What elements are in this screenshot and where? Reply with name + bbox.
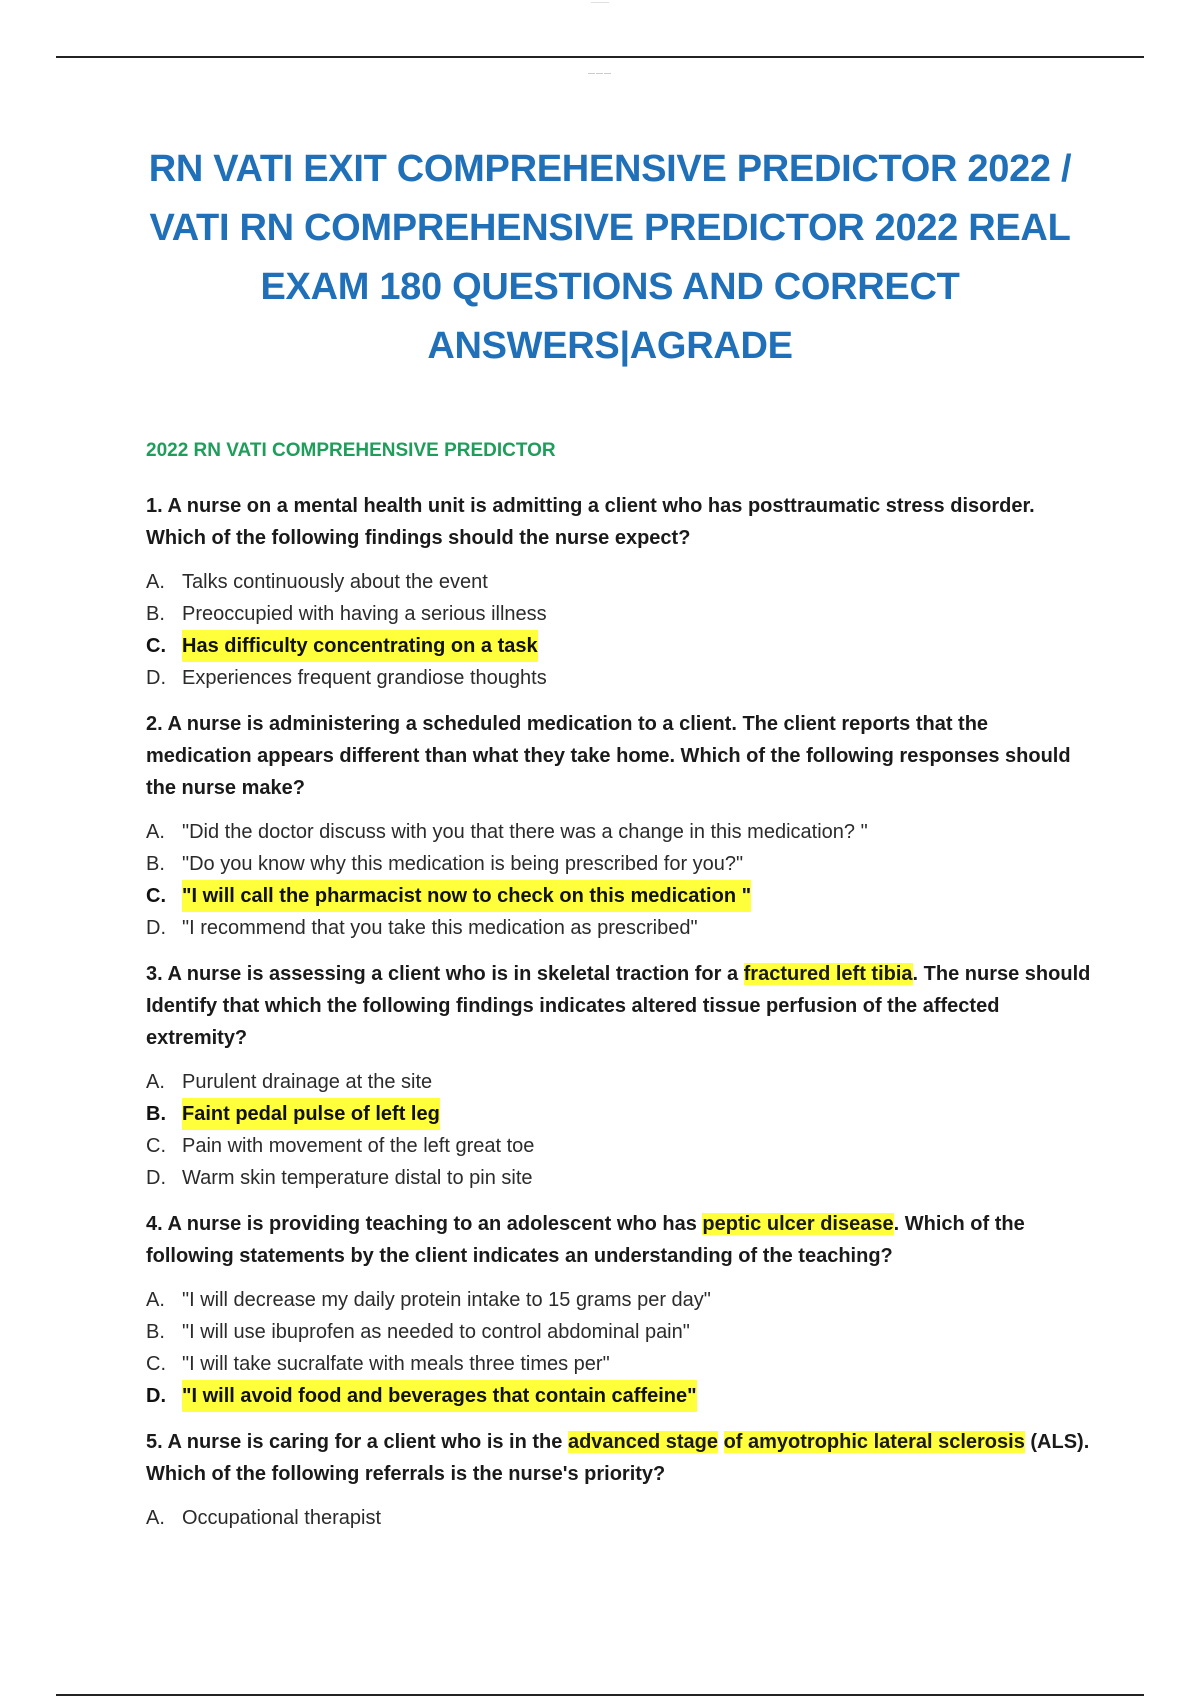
answer-option-correct bbox=[146, 630, 1096, 662]
question-1 bbox=[146, 490, 1096, 694]
answer-options bbox=[146, 1502, 1096, 1534]
answer-option bbox=[146, 848, 1096, 880]
stem-highlight: fractured left tibia bbox=[743, 963, 913, 985]
answer-option bbox=[146, 1162, 1096, 1194]
header-rule bbox=[56, 56, 1144, 58]
option-text: Talks continuously about the event bbox=[182, 571, 488, 593]
title-line-1: RN VATI EXIT COMPREHENSIVE PREDICTOR 2022 / bbox=[148, 148, 1072, 190]
question-stem bbox=[146, 708, 1096, 804]
option-letter: A. bbox=[146, 1507, 165, 1529]
option-text: "I will avoid food and beverages that contain caffeine" bbox=[182, 1380, 697, 1412]
option-letter: B. bbox=[146, 603, 165, 625]
section-heading: 2022 RN VATI COMPREHENSIVE PREDICTOR bbox=[146, 440, 556, 461]
title-line-3: EXAM 180 QUESTIONS AND CORRECT bbox=[260, 266, 960, 308]
stem-text: 2. A nurse is administering a scheduled medication to a client. The client reports that the medication appears different than what they take home. Which of the following responses should the nurse make? bbox=[146, 713, 1071, 799]
document-title bbox=[130, 140, 1090, 376]
option-letter: C. bbox=[146, 635, 166, 657]
answer-option bbox=[146, 1284, 1096, 1316]
option-letter: C. bbox=[146, 885, 166, 907]
answer-option-correct bbox=[146, 1098, 1096, 1130]
option-text: Has difficulty concentrating on a task bbox=[182, 630, 538, 662]
option-text: "I will decrease my daily protein intake to 15 grams per day" bbox=[182, 1289, 711, 1311]
option-text: Faint pedal pulse of left leg bbox=[182, 1098, 440, 1130]
answer-option bbox=[146, 1316, 1096, 1348]
option-letter: C. bbox=[146, 1135, 166, 1157]
option-letter: B. bbox=[146, 853, 165, 875]
stem-text: . The nurse should Identify that which the following findings indicates altered tissue perfusion of the affected extremity? bbox=[146, 963, 1091, 1049]
question-2 bbox=[146, 708, 1096, 944]
option-text: Experiences frequent grandiose thoughts bbox=[182, 667, 547, 689]
title-line-2: VATI RN COMPREHENSIVE PREDICTOR 2022 REAL bbox=[149, 207, 1071, 249]
option-letter: A. bbox=[146, 1071, 165, 1093]
option-text: "I recommend that you take this medication as prescribed" bbox=[182, 917, 698, 939]
option-letter: D. bbox=[146, 1167, 166, 1189]
option-letter: A. bbox=[146, 1289, 165, 1311]
document-body bbox=[146, 440, 1096, 1548]
question-5 bbox=[146, 1426, 1096, 1534]
stem-text: . Which of the following statements by the client indicates an understanding of the teaching? bbox=[146, 1213, 1025, 1267]
answer-option bbox=[146, 912, 1096, 944]
option-letter: D. bbox=[146, 917, 166, 939]
option-letter: C. bbox=[146, 1353, 166, 1375]
option-text: Purulent drainage at the site bbox=[182, 1071, 433, 1093]
stem-highlight: advanced stage bbox=[567, 1431, 719, 1453]
option-text: "I will take sucralfate with meals three times per" bbox=[182, 1353, 610, 1375]
question-stem bbox=[146, 490, 1096, 554]
footer-rule bbox=[56, 1694, 1144, 1696]
question-stem bbox=[146, 1426, 1096, 1490]
page-top-mark: ——— bbox=[591, 0, 609, 6]
answer-option-correct bbox=[146, 880, 1096, 912]
option-text: "Do you know why this medication is being prescribed for you?" bbox=[182, 853, 744, 875]
answer-option bbox=[146, 816, 1096, 848]
stem-highlight: of amyotrophic lateral sclerosis bbox=[723, 1431, 1025, 1453]
option-text: "Did the doctor discuss with you that there was a change in this medication? " bbox=[182, 821, 868, 843]
answer-option-correct bbox=[146, 1380, 1096, 1412]
question-stem bbox=[146, 1208, 1096, 1272]
stem-text: 3. A nurse is assessing a client who is in skeletal traction for a bbox=[146, 963, 744, 985]
answer-option bbox=[146, 566, 1096, 598]
answer-option bbox=[146, 662, 1096, 694]
option-letter: B. bbox=[146, 1321, 165, 1343]
stem-text bbox=[718, 1431, 724, 1453]
answer-options bbox=[146, 1284, 1096, 1412]
option-letter: D. bbox=[146, 667, 166, 689]
title-line-4: ANSWERS|AGRADE bbox=[427, 325, 793, 367]
stem-text: 4. A nurse is providing teaching to an adolescent who has bbox=[146, 1213, 703, 1235]
header-mark: ——— bbox=[588, 70, 612, 77]
option-letter: A. bbox=[146, 571, 165, 593]
option-text: "I will call the pharmacist now to check on this medication " bbox=[182, 880, 751, 912]
question-3 bbox=[146, 958, 1096, 1194]
answer-option bbox=[146, 1066, 1096, 1098]
option-text: Preoccupied with having a serious illness bbox=[182, 603, 547, 625]
answer-options bbox=[146, 1066, 1096, 1194]
option-text: "I will use ibuprofen as needed to control abdominal pain" bbox=[182, 1321, 690, 1343]
option-letter: B. bbox=[146, 1103, 166, 1125]
stem-highlight: peptic ulcer disease bbox=[702, 1213, 894, 1235]
question-list bbox=[146, 490, 1096, 1534]
option-letter: A. bbox=[146, 821, 165, 843]
answer-options bbox=[146, 816, 1096, 944]
option-text: Occupational therapist bbox=[182, 1507, 382, 1529]
question-4 bbox=[146, 1208, 1096, 1412]
stem-text: 1. A nurse on a mental health unit is admitting a client who has posttraumatic stress disorder. Which of the following findings should the nurse expect? bbox=[146, 495, 1035, 549]
option-text: Warm skin temperature distal to pin site bbox=[182, 1167, 533, 1189]
answer-option bbox=[146, 1348, 1096, 1380]
stem-text: 5. A nurse is caring for a client who is in the bbox=[146, 1431, 568, 1453]
option-text: Pain with movement of the left great toe bbox=[182, 1135, 535, 1157]
answer-option bbox=[146, 598, 1096, 630]
answer-option bbox=[146, 1130, 1096, 1162]
question-stem bbox=[146, 958, 1096, 1054]
option-letter: D. bbox=[146, 1385, 166, 1407]
answer-options bbox=[146, 566, 1096, 694]
answer-option bbox=[146, 1502, 1096, 1534]
stem-text: (ALS). Which of the following referrals is the nurse's priority? bbox=[146, 1431, 1090, 1485]
